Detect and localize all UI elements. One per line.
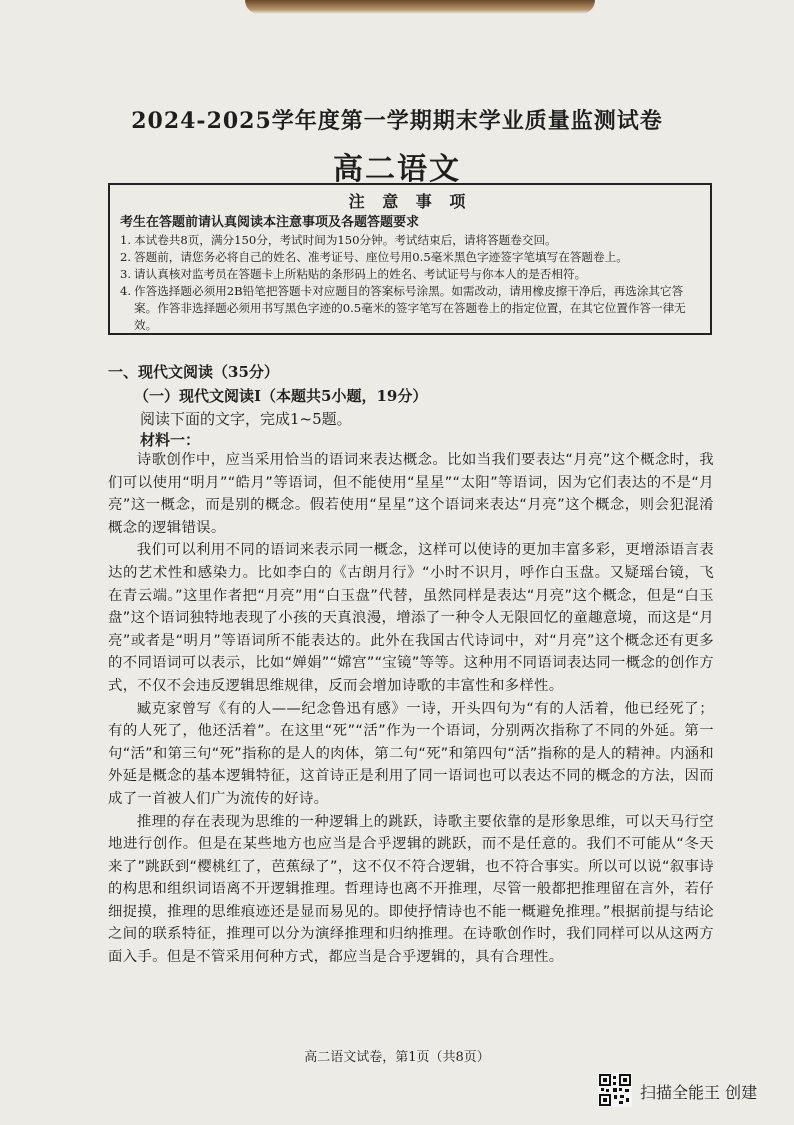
subsection-title: （一）现代文阅读Ⅰ（本题共5小题，19分） [134,387,428,405]
notice-item-text: 答题前，请您务必将自己的姓名、准考证号、座位号用0.5毫米黑色字迹签字笔填写在答题卷上。 [134,250,628,264]
passage-paragraph: 推理的存在表现为思维的一种逻辑上的跳跃，诗歌主要依靠的是形象思维，可以天马行空地进行创作。但是在某些地方也应当是合乎逻辑的跳跃，而不是任意的。我们不可能从“冬天来了”跳跃到“樱桃红了，芭蕉绿了”，这不仅不符合逻辑，也不符合事实。所以可以说“叙事诗的构思和组织词语离不开逻辑推理。哲理诗也离不开推理，尽管一般都把推理留在言外，若仔细捉摸，推理的思维痕迹还是显而易见的。即使抒情诗也不能一概避免推理。”根据前提与结论之间的联系特征，推理可以分为演绎推理和归纳推理。在诗歌创作时，我们同样可以从这两方面入手。但是不管采用何种方式，都应当是合乎逻辑的，具有合理性。 [108,813,714,966]
reading-instruction: 阅读下面的文字，完成1~5题。 [140,410,352,428]
passage-body [108,449,714,969]
passage-paragraph: 我们可以利用不同的语词来表示同一概念，这样可以使诗的更加丰富多彩，更增添语言表达的艺术性和感染力。比如李白的《古朗月行》“小时不识月，呼作白玉盘。又疑瑶台镜，飞在青云端。”这里作者把“月亮”用“白玉盘”代替，虽然同样是表达“月亮”这个概念，但是“白玉盘”这个语词独特地表现了小孩的天真浪漫，增添了一种令人无限回忆的童趣意境，而这是“月亮”或者是“明月”等语词所不能表达的。此外在我国古代诗词中，对“月亮”这个概念还有更多的不同语词可以表示，比如“婵娟”“嫦宫”“宝镜”等等。这种用不同语词表达同一概念的创作方式，不仅不会违反逻辑思维规律，反而会增加诗歌的丰富性和多样性。 [108,542,714,694]
subject-title: 高二语文 [333,152,461,187]
notice-heading: 注 意 事 项 [348,192,472,211]
page-top-edge [245,0,595,14]
notice-item [120,232,700,249]
qr-code-icon [598,1073,632,1107]
passage-paragraph: 臧克家曾写《有的人——纪念鲁迅有感》一诗，开头四句为“有的人活着，他已经死了；有的人死了，他还活着”。在这里“死”“活”作为一个语词，分别两次指称了不同的外延。第一句“活”和第三句“死”指称的是人的肉体，第二句“死”和第四句“活”指称的是人的精神。内涵和外延是概念的基本逻辑特征，这首诗正是利用了同一语词也可以表达不同的概念的方法，因而成了一首被人们广为流传的好诗。 [108,700,714,807]
exam-title: 2024-2025学年度第一学期期末学业质量监测试卷 [131,108,663,134]
passage-paragraph: 诗歌创作中，应当采用恰当的语词来表达概念。比如当我们要表达“月亮”这个概念时，我们可以使用“明月”“皓月”等语词，但不能使用“星星”“太阳”等语词，因为它们表达的不是“月亮”这一概念，而是别的概念。假若使用“星星”这个语词来表达“月亮”这个概念，则会犯混淆概念的逻辑错误。 [108,452,714,536]
notice-item [120,266,700,283]
notice-item-number: 4. [120,284,132,298]
notice-item-number: 3. [120,267,132,281]
notice-item [120,249,700,266]
notice-item-text: 本试卷共8页，满分150分，考试时间为150分钟。考试结束后，请将答题卷交回。 [134,233,557,247]
notice-item-text: 请认真核对监考员在答题卡上所粘贴的条形码上的姓名、考试证号与你本人的是否相符。 [134,267,587,281]
notice-item-text: 作答选择题必须用2B铅笔把答题卡对应题目的答案标号涂黑。如需改动，请用橡皮擦干净后，再选涂其它答案。作答非选择题必须用书写黑色字迹的0.5毫米的签字笔写在答题卷上的指定位置，在其它位置作答一律无效。 [134,284,686,332]
scanner-watermark: 扫描全能王 创建 [640,1083,758,1102]
page-footer: 高二语文试卷，第1页（共8页） [304,1050,490,1065]
notice-item-number: 1. [120,233,132,247]
section-title: 一、现代文阅读（35分） [108,363,279,381]
material-label: 材料一： [140,431,201,449]
notice-lead: 考生在答题前请认真阅读本注意事项及各题答题要求 [120,215,420,230]
notice-box [108,183,712,335]
notice-item [120,283,700,334]
notice-item-number: 2. [120,250,132,264]
